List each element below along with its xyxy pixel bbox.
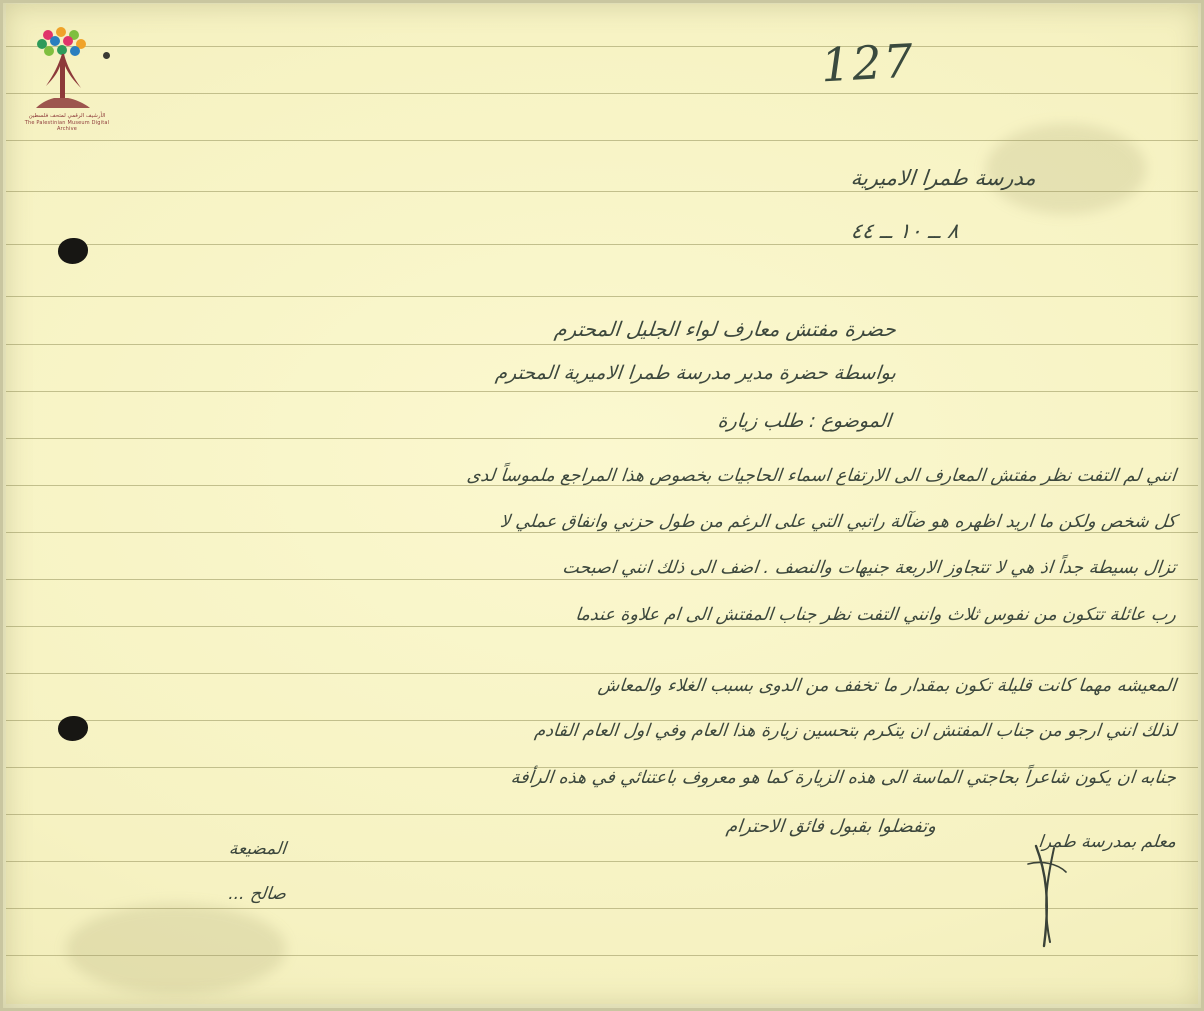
body-line: المعيشه مهما كانت قليلة تكون بمقدار ما تخفف من الدوى بسبب الغلاء والمعاش <box>596 676 1178 696</box>
body-line: انني لم التفت نظر مفتش المعارف الى الارتفاع اسماء الحاجيات بخصوص هذا المراجع ملموساً لدى <box>465 466 1178 486</box>
signature-title: معلم بمدرسة طمرا <box>1037 832 1178 852</box>
addressee-line-2: بواسطة حضرة مدير مدرسة طمرا الاميرية المحترم <box>494 362 898 384</box>
closing-line: وتفضلوا بقبول فائق الاحترام <box>725 816 938 837</box>
school-header-line: مدرسة طمرا الاميرية <box>849 166 1038 190</box>
body-line: كل شخص ولكن ما اريد اظهره هو ضآلة راتبي التي على الرغم من طول حزني وانفاق عملي لا <box>498 512 1178 532</box>
signature-flourish-icon <box>1006 842 1086 952</box>
body-line: لذلك انني ارجو من جناب المفتش ان يتكرم بتحسين زيارة هذا العام وفي اول العام القادم <box>533 721 1178 741</box>
body-line: تزال بسيطة جداً اذ هي لا تتجاوز الاربعة جنيهات والنصف . اضف الى ذلك انني اصبحت <box>561 558 1178 578</box>
paper-smudge <box>66 904 286 994</box>
paper-surface <box>6 4 1198 1004</box>
addressee-line-1: حضرة مفتش معارف لواء الجليل المحترم <box>553 317 898 341</box>
signature-name: صالح ... <box>227 884 288 904</box>
stamp-caption-en: The Palestinian Museum Digital Archive <box>24 119 110 133</box>
date-line: ٨ ــ ١٠ ــ ٤٤ <box>849 219 960 243</box>
signature-last-word: المضيعة <box>228 839 288 859</box>
stamp-caption-ar: الأرشيف الرقمي لمتحف فلسطين <box>28 113 106 119</box>
page-number: 127 <box>819 33 917 93</box>
body-line: جنابه ان يكون شاعراً بحاجتي الماسة الى هذه الزيارة كما هو معروف باعتنائي في هذه الرأفة <box>509 768 1178 788</box>
body-line: رب عائلة تتكون من نفوس ثلاث وانني التفت نظر جناب المفتش الى ام علاوة عندما <box>574 605 1178 625</box>
subject-line: الموضوع : طلب زيارة <box>716 410 893 432</box>
stamp-caption <box>24 113 110 132</box>
tree-logo-icon <box>24 26 110 138</box>
